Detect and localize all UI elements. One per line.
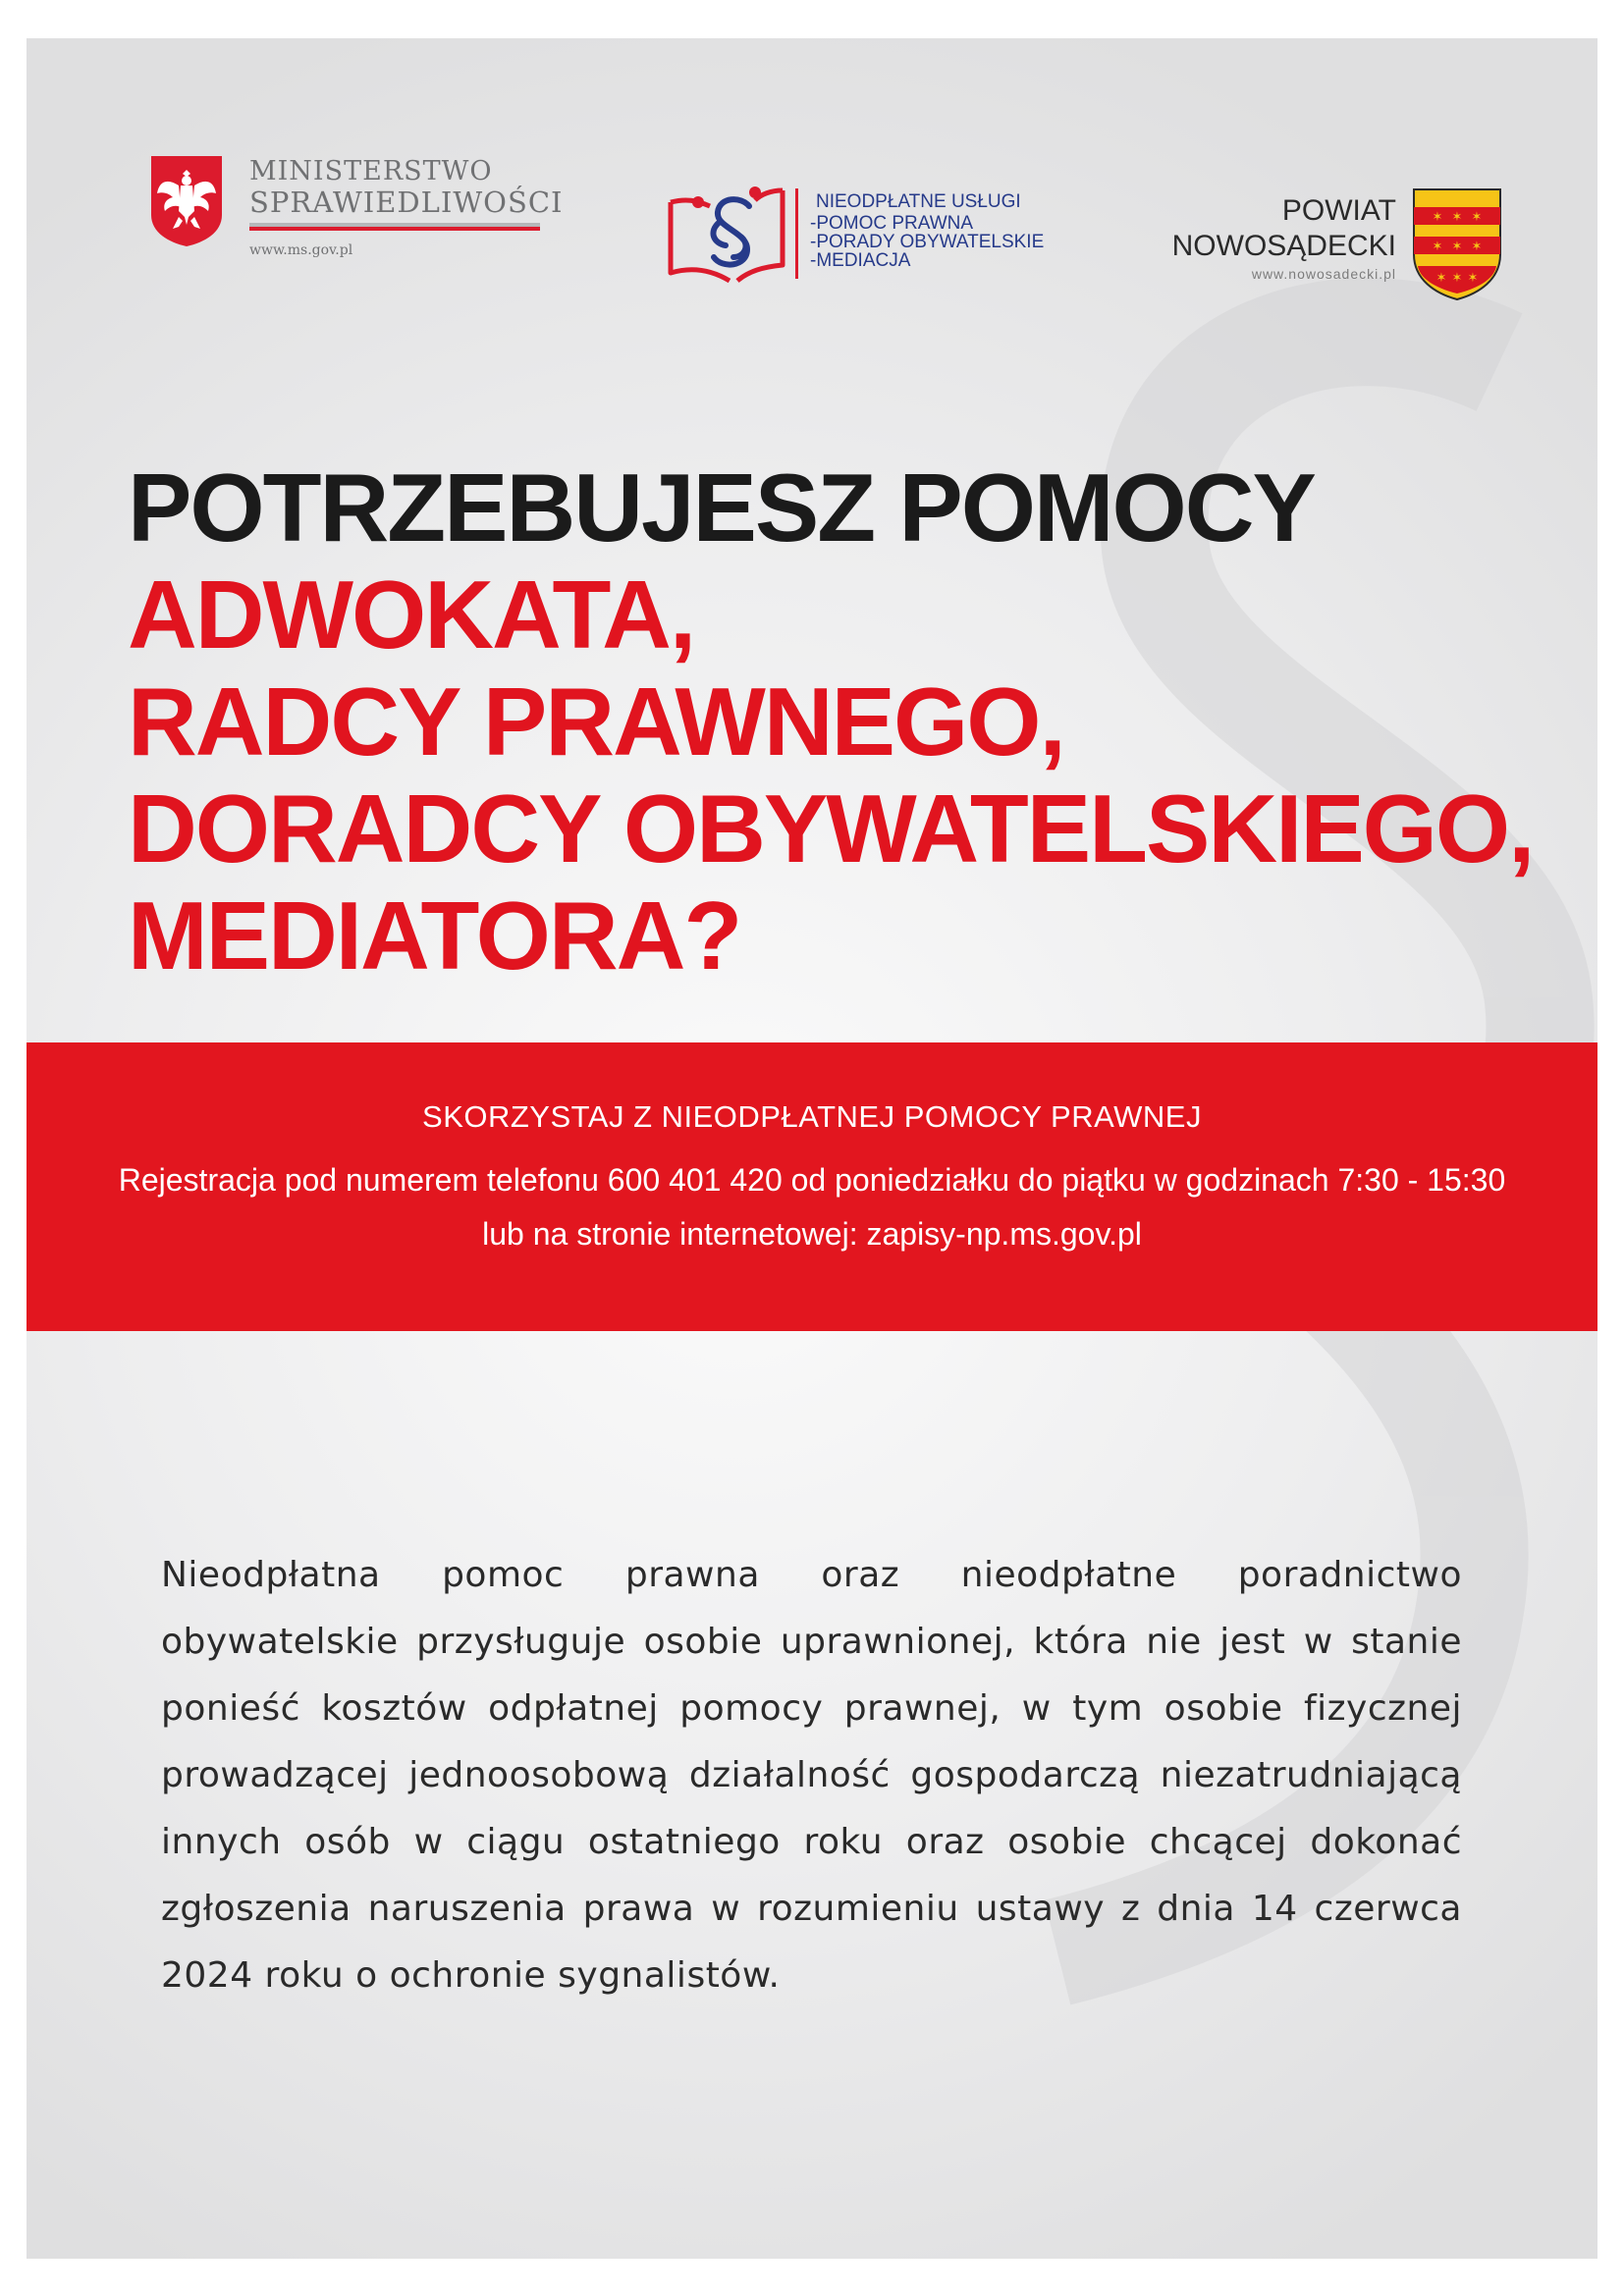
service-item: -PORADY OBYWATELSKIE xyxy=(810,232,1045,252)
county-coat-of-arms-icon xyxy=(1410,186,1504,301)
svg-text:✶: ✶ xyxy=(1432,210,1443,225)
svg-text:✶: ✶ xyxy=(1451,240,1463,254)
logo-divider xyxy=(795,188,798,279)
county-name-line2: NOWOSĄDECKI xyxy=(1171,230,1396,262)
free-legal-aid-text xyxy=(810,192,1105,270)
county-website: www.nowosadecki.pl xyxy=(1251,266,1396,282)
svg-text:✶: ✶ xyxy=(1467,271,1479,286)
ministry-logo xyxy=(149,154,564,282)
svg-text:✶: ✶ xyxy=(1471,240,1483,254)
ministry-website: www.ms.gov.pl xyxy=(249,242,353,258)
ministry-name-line2: SPRAWIEDLIWOŚCI xyxy=(249,186,564,219)
ministry-flag-stripe xyxy=(249,223,540,231)
headline-profession: MEDIATORA? xyxy=(128,881,741,989)
registration-phone-info: Rejestracja pod numerem telefonu 600 401 420 od poniedziałku do piątku w godzinach 7:30 - 15:30 xyxy=(118,1162,1506,1198)
headline xyxy=(128,454,1581,989)
free-legal-aid-title: NIEODPŁATNE USŁUGI xyxy=(816,191,1021,212)
headline-question: POTRZEBUJESZ POMOCY xyxy=(128,454,1315,561)
free-legal-aid-logo xyxy=(665,179,1087,296)
county-name xyxy=(1172,193,1396,282)
svg-text:✶: ✶ xyxy=(1435,271,1447,286)
headline-profession: DORADCY OBYWATELSKIEGO, xyxy=(128,774,1534,882)
svg-text:✶: ✶ xyxy=(1451,271,1463,286)
svg-text:✶: ✶ xyxy=(1451,210,1463,225)
county-name-line1: POWIAT xyxy=(1281,194,1396,227)
banner-title: SKORZYSTAJ Z NIEODPŁATNEJ POMOCY PRAWNEJ xyxy=(422,1099,1202,1134)
ministry-name-line1: MINISTERSTWO xyxy=(249,156,493,187)
headline-profession: ADWOKATA, xyxy=(128,561,695,668)
service-item: -MEDIACJA xyxy=(810,250,911,271)
eligibility-paragraph: Nieodpłatna pomoc prawna oraz nieodpłatne poradnictwo obywatelskie przysługuje osobie uprawnionej, która nie jest w stanie ponieść kosztów odpłatnej pomocy prawnej, w tym osobie fizycznej prowadzącej jednoosobową działalność gospodarczą niezatrudniającą innych osób w ciągu ostatniego roku oraz osobie chcącej dokonać zgłoszenia naruszenia prawa w rozumieniu ustawy z dnia 14 czerwca 2024 roku o ochronie sygnalistów. xyxy=(161,1555,1462,1996)
registration-website-info: lub na stronie internetowej: zapisy-np.ms.gov.pl xyxy=(482,1216,1142,1252)
svg-text:✶: ✶ xyxy=(1432,240,1443,254)
polish-eagle-emblem-icon xyxy=(149,154,224,248)
county-logo xyxy=(1146,186,1519,303)
headline-profession: RADCY PRAWNEGO, xyxy=(128,667,1064,775)
service-item: -POMOC PRAWNA xyxy=(810,213,974,234)
poster xyxy=(27,38,1597,2259)
svg-text:✶: ✶ xyxy=(1471,210,1483,225)
paragraph-book-icon xyxy=(665,179,802,293)
registration-banner xyxy=(27,1042,1597,1331)
